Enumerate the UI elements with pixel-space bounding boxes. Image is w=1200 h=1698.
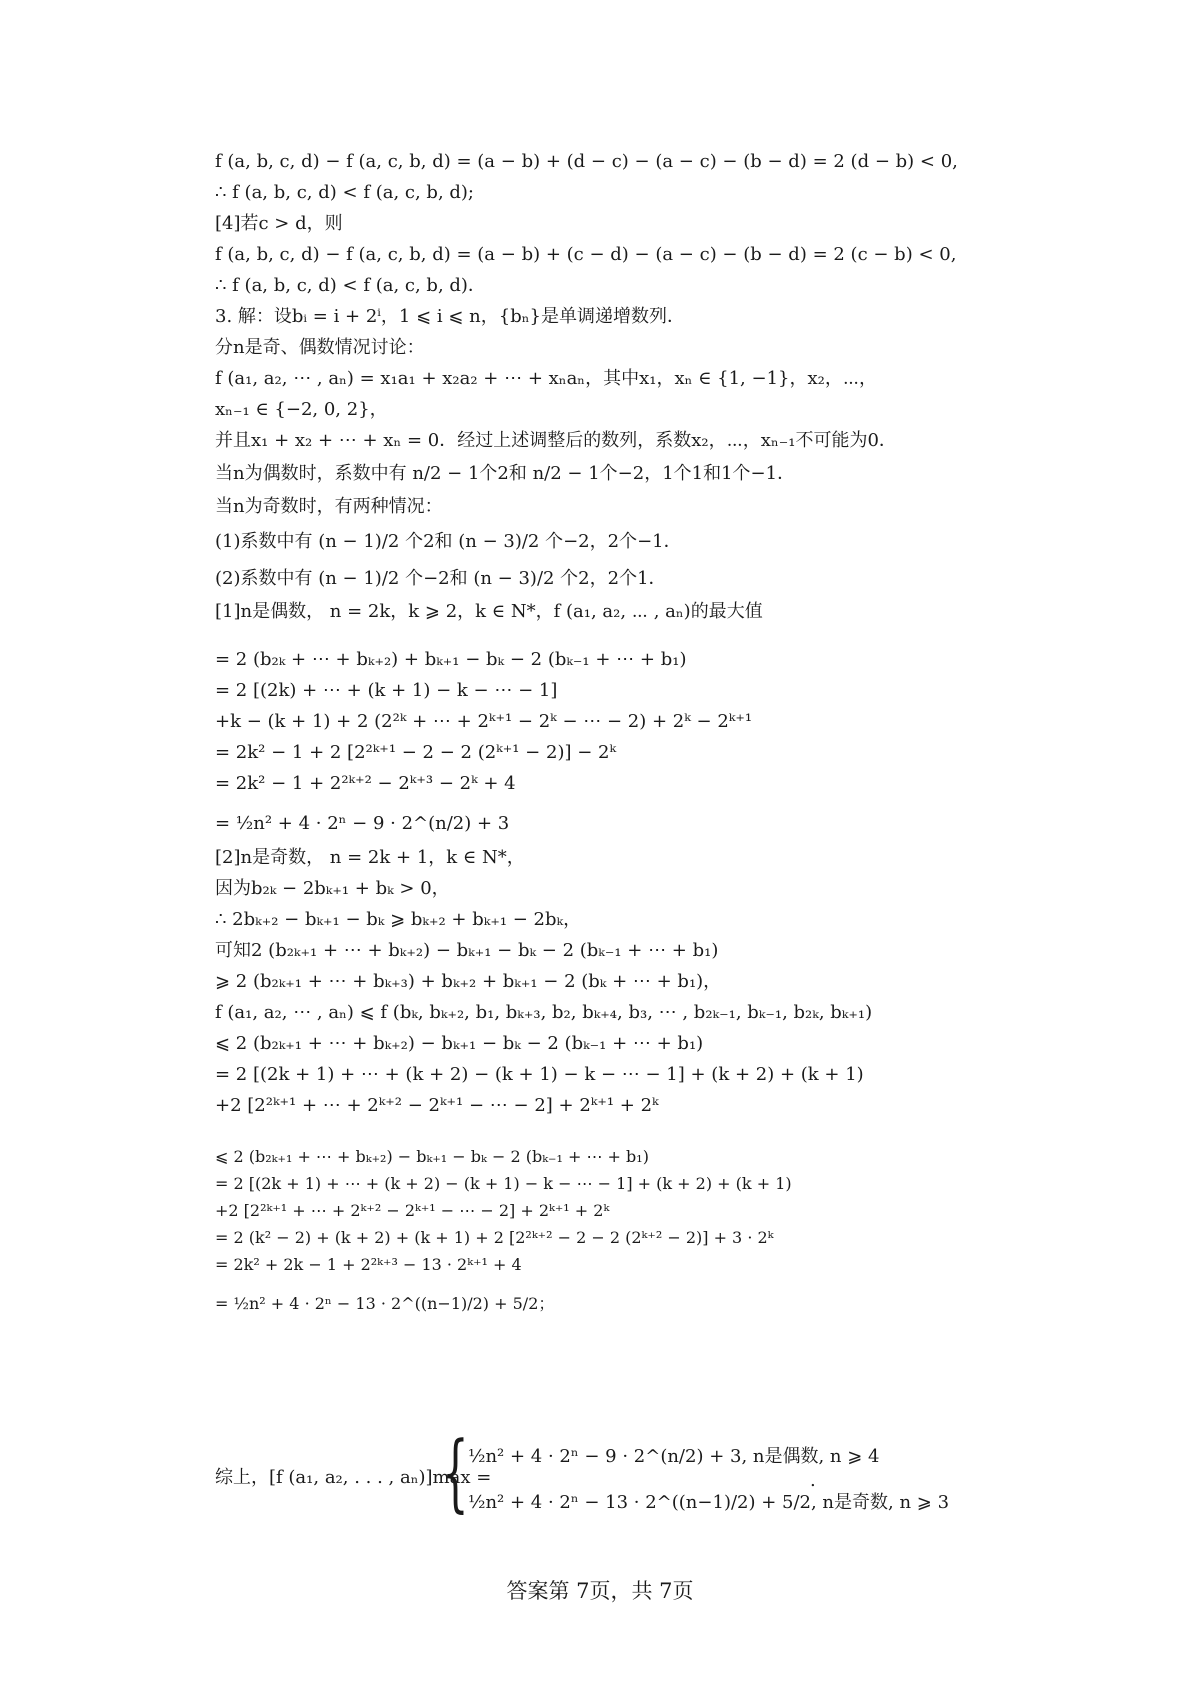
text-line: = 2k² + 2k − 1 + 2²ᵏ⁺³ − 13 · 2ᵏ⁺¹ + 4 (215, 1255, 522, 1274)
text-line: = 2 (b₂ₖ + ⋯ + bₖ₊₂) + bₖ₊₁ − bₖ − 2 (bₖ₋₁ + ⋯ + b₁) (215, 649, 687, 670)
left-brace: { (442, 1423, 469, 1521)
page-footer: 答案第 7页，共 7页 (506, 1579, 694, 1603)
text-line: +2 [2²ᵏ⁺¹ + ⋯ + 2ᵏ⁺² − 2ᵏ⁺¹ − ⋯ − 2] + 2ᵏ⁺¹ + 2ᵏ (215, 1095, 659, 1116)
text-line: ∴ 2bₖ₊₂ − bₖ₊₁ − bₖ ⩾ bₖ₊₂ + bₖ₊₁ − 2bₖ， (215, 909, 582, 930)
text-line: [4]若c > d，则 (215, 213, 343, 234)
text-line: 当n为奇数时，有两种情况： (215, 496, 443, 517)
text-line: = ½n² + 4 · 2ⁿ − 9 · 2^(n/2) + 3 (215, 813, 510, 834)
text-line: ⩽ 2 (b₂ₖ₊₁ + ⋯ + bₖ₊₂) − bₖ₊₁ − bₖ − 2 (bₖ₋₁ + ⋯ + b₁) (215, 1033, 704, 1054)
text-line: = 2 (k² − 2) + (k + 2) + (k + 1) + 2 [2²ᵏ⁺² − 2 − 2 (2ᵏ⁺² − 2)] + 3 · 2ᵏ (215, 1228, 774, 1247)
text-line: = 2 [(2k) + ⋯ + (k + 1) − k − ⋯ − 1] (215, 680, 558, 701)
text-line: (2)系数中有 (n − 1)/2 个−2和 (n − 3)/2 个2，2个1． (215, 568, 667, 589)
text-line: 并且x₁ + x₂ + ⋯ + xₙ = 0．经过上述调整后的数列，系数x₂，⋯，xₙ₋₁不可能为0． (215, 430, 897, 451)
summary-label: 综上，[f (a₁, a₂, . . . , aₙ)]max = (215, 1467, 492, 1488)
text-line: [2]n是奇数， n = 2k + 1，k ∈ N*， (215, 847, 525, 868)
text-line: [1]n是偶数， n = 2k，k ⩾ 2，k ∈ N*，f (a₁, a₂, ⋯ , aₙ)的最大值 (215, 601, 763, 622)
text-line: 3. 解：设bᵢ = i + 2ⁱ，1 ⩽ i ⩽ n，{bₙ}是单调递增数列． (215, 306, 685, 327)
text-line: = 2 [(2k + 1) + ⋯ + (k + 2) − (k + 1) − k − ⋯ − 1] + (k + 2) + (k + 1) (215, 1064, 864, 1085)
text-line: 分n是奇、偶数情况讨论： (215, 337, 425, 358)
text-line: f (a₁, a₂, ⋯ , aₙ) ⩽ f (bₖ, bₖ₊₂, b₁, bₖ₊₃, b₂, bₖ₊₄, b₃, ⋯ , b₂ₖ₋₁, bₖ₋₁, b₂ₖ, bₖ₊₁) (215, 1002, 873, 1023)
text-line: xₙ₋₁ ∈ {−2, 0, 2}， (215, 399, 388, 420)
text-line: f (a₁, a₂, ⋯ , aₙ) = x₁a₁ + x₂a₂ + ⋯ + xₙaₙ，其中x₁，xₙ ∈ {1, −1}，x₂，⋯， (215, 368, 878, 389)
summary-case-even: ½n² + 4 · 2ⁿ − 9 · 2^(n/2) + 3, n是偶数, n ⩾ 4 (468, 1446, 880, 1467)
text-line: 可知2 (b₂ₖ₊₁ + ⋯ + bₖ₊₂) − bₖ₊₁ − bₖ − 2 (bₖ₋₁ + ⋯ + b₁) (215, 940, 719, 961)
summary-end: . (810, 1470, 816, 1491)
text-line: +k − (k + 1) + 2 (2²ᵏ + ⋯ + 2ᵏ⁺¹ − 2ᵏ − ⋯ − 2) + 2ᵏ − 2ᵏ⁺¹ (215, 711, 753, 732)
text-line: 因为b₂ₖ − 2bₖ₊₁ + bₖ > 0， (215, 878, 450, 899)
text-line: ∴ f (a, b, c, d) < f (a, c, b, d); (215, 182, 474, 203)
text-line: +2 [2²ᵏ⁺¹ + ⋯ + 2ᵏ⁺² − 2ᵏ⁺¹ − ⋯ − 2] + 2ᵏ⁺¹ + 2ᵏ (215, 1201, 610, 1220)
text-line: = 2k² − 1 + 2 [2²ᵏ⁺¹ − 2 − 2 (2ᵏ⁺¹ − 2)] − 2ᵏ (215, 742, 617, 763)
text-line: = ½n² + 4 · 2ⁿ − 13 · 2^((n−1)/2) + 5/2； (215, 1294, 555, 1313)
text-line: = 2k² − 1 + 2²ᵏ⁺² − 2ᵏ⁺³ − 2ᵏ + 4 (215, 773, 516, 794)
text-line: f (a, b, c, d) − f (a, c, b, d) = (a − b) + (c − d) − (a − c) − (b − d) = 2 (c − b) < 0, (215, 244, 957, 265)
text-line: (1)系数中有 (n − 1)/2 个2和 (n − 3)/2 个−2，2个−1． (215, 531, 682, 552)
text-line: ⩾ 2 (b₂ₖ₊₁ + ⋯ + bₖ₊₃) + bₖ₊₂ + bₖ₊₁ − 2 (bₖ + ⋯ + b₁)， (215, 971, 722, 992)
text-line: 当n为偶数时，系数中有 n/2 − 1个2和 n/2 − 1个−2，1个1和1个−1． (215, 463, 796, 484)
text-line: ∴ f (a, b, c, d) < f (a, c, b, d)． (215, 275, 486, 296)
text-line: f (a, b, c, d) − f (a, c, b, d) = (a − b) + (d − c) − (a − c) − (b − d) = 2 (d − b) < 0, (215, 151, 958, 172)
summary-piecewise (215, 1423, 950, 1521)
text-line: ⩽ 2 (b₂ₖ₊₁ + ⋯ + bₖ₊₂) − bₖ₊₁ − bₖ − 2 (bₖ₋₁ + ⋯ + b₁) (215, 1147, 649, 1166)
text-line: = 2 [(2k + 1) + ⋯ + (k + 2) − (k + 1) − k − ⋯ − 1] + (k + 2) + (k + 1) (215, 1174, 792, 1193)
summary-case-odd: ½n² + 4 · 2ⁿ − 13 · 2^((n−1)/2) + 5/2, n是奇数, n ⩾ 3 (468, 1492, 950, 1513)
